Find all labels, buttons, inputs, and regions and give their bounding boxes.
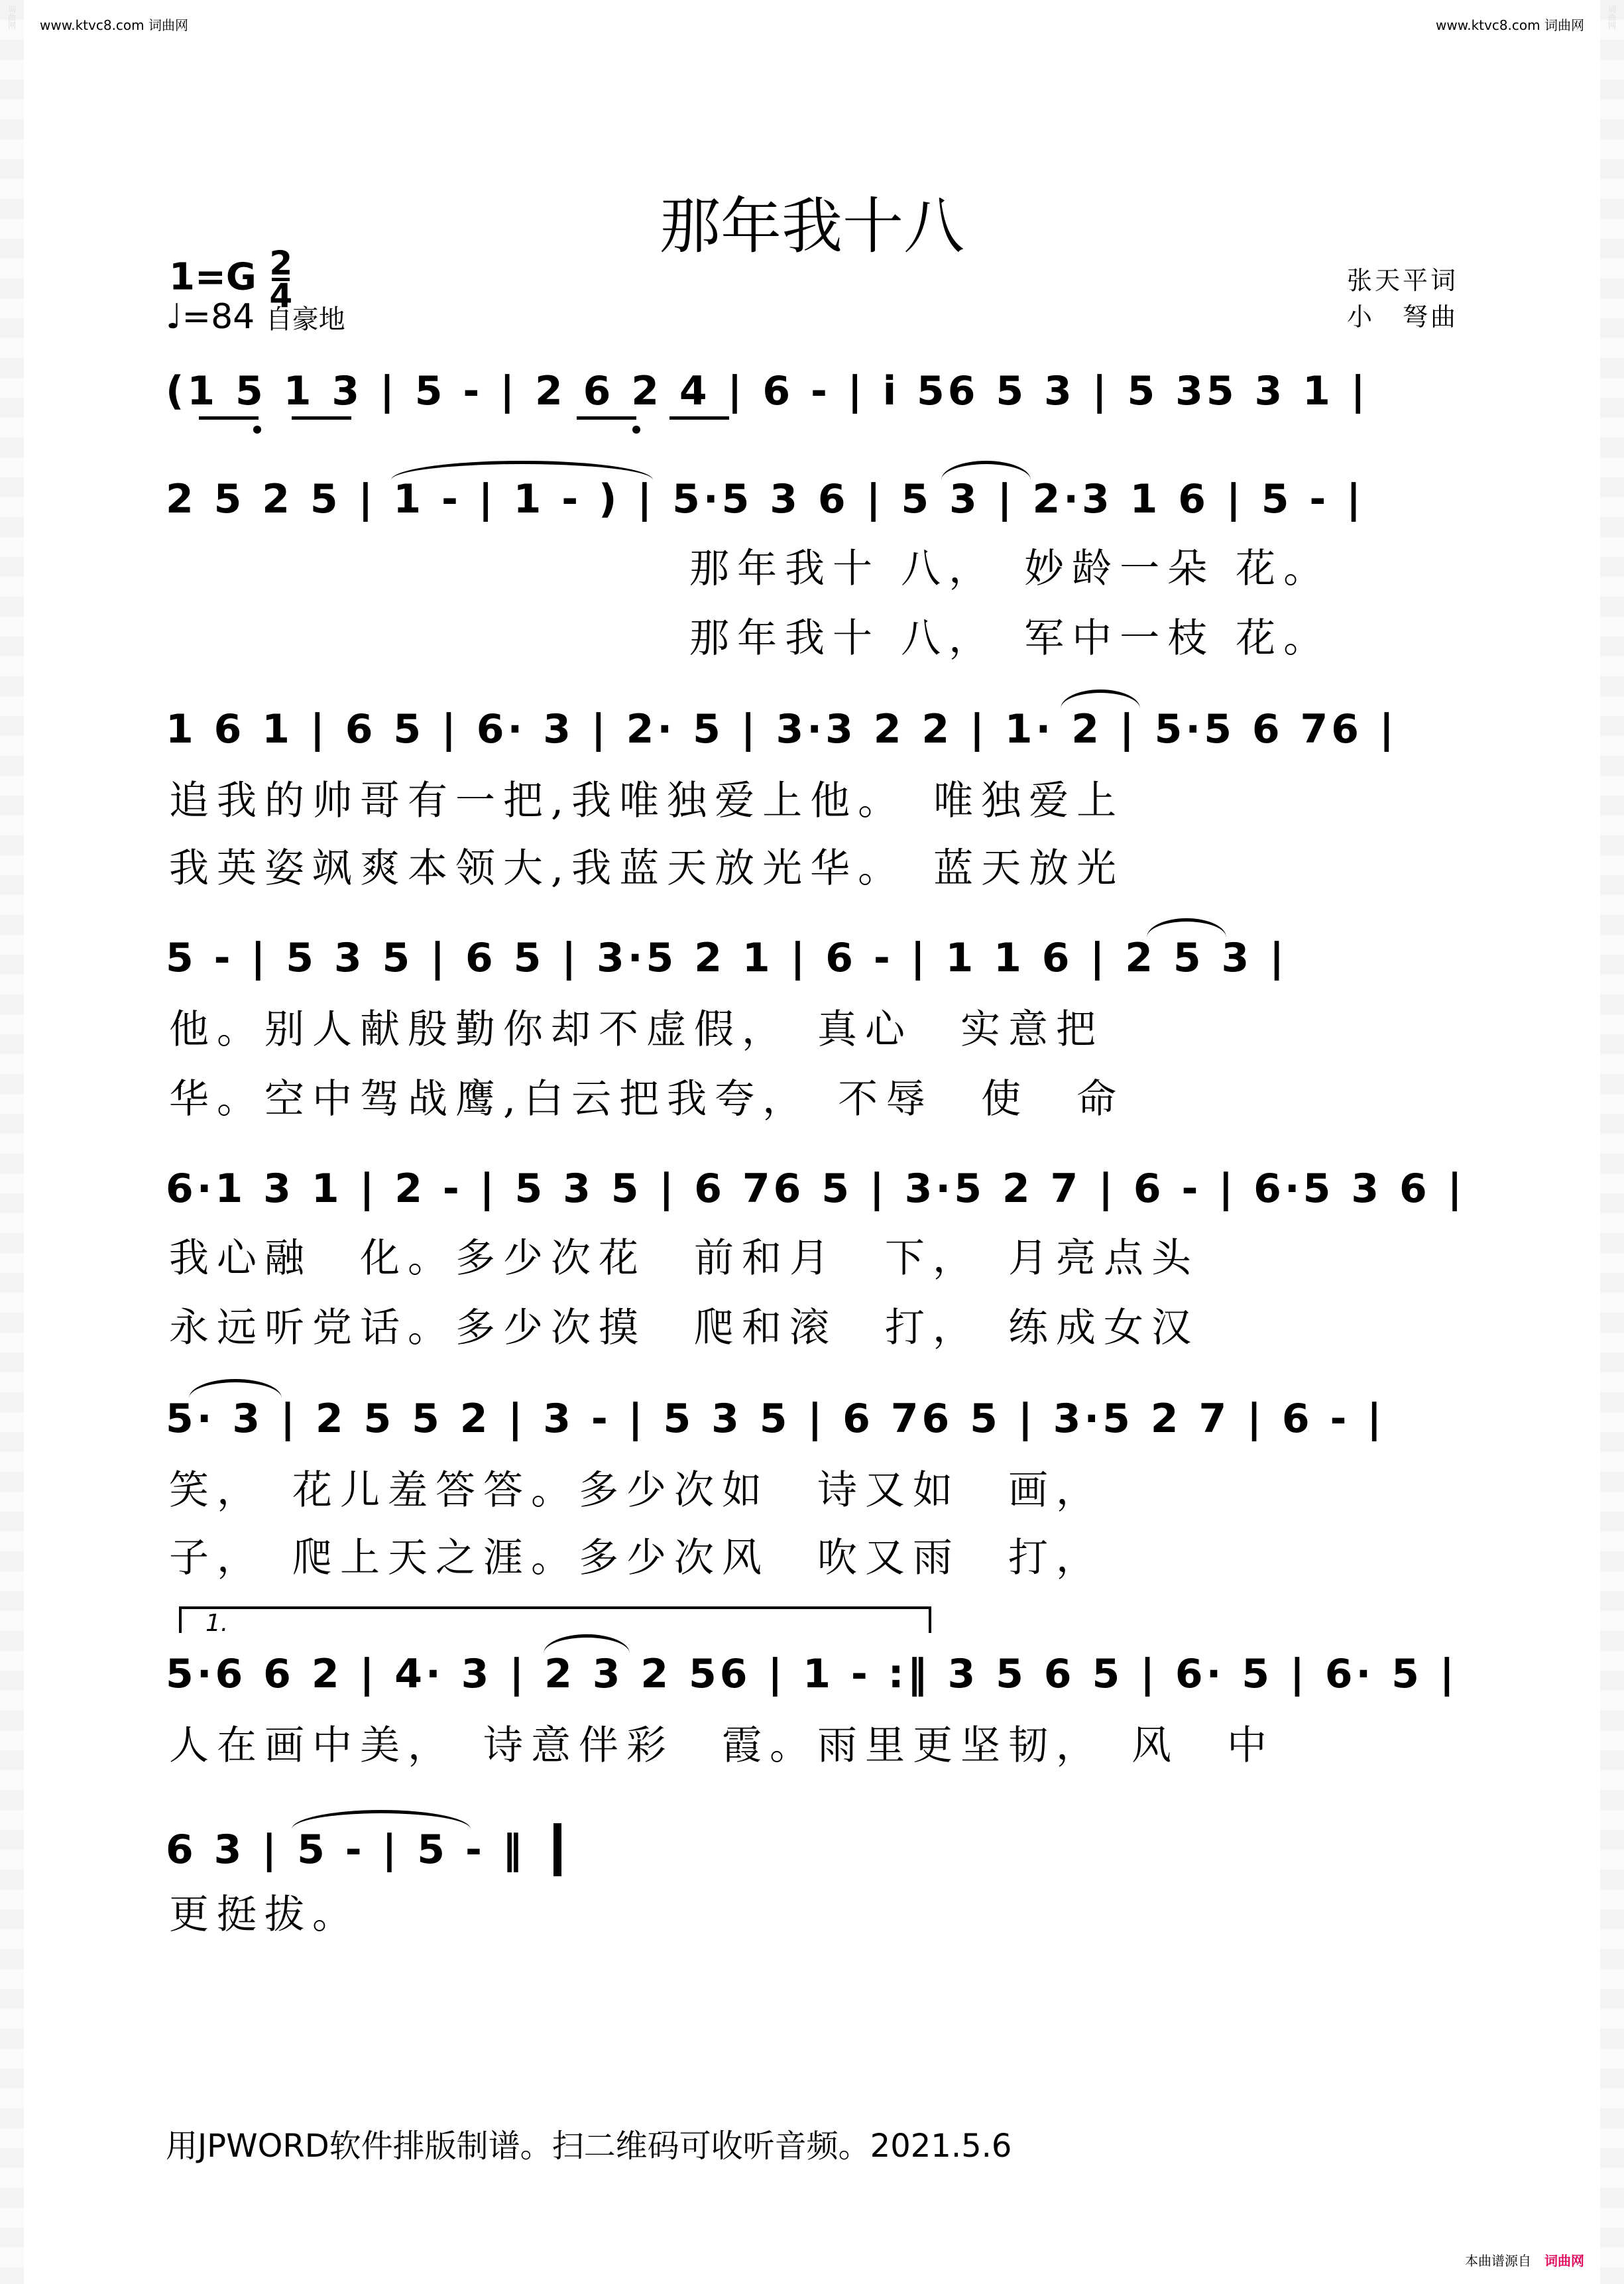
lyric-l6-v1: 笑， 花儿羞答答。多少次如 诗又如 画， xyxy=(169,1467,1104,1514)
notation-line-4: 5 - | 5 3 5 | 6 5 | 3·5 2 1 | 6 - | 1 1 6 | 2 5 3 | xyxy=(166,935,1288,981)
key-label: 1=G xyxy=(169,255,257,299)
lyric-l4-v1: 他。别人献殷勤你却不虚假， 真心 实意把 xyxy=(169,1006,1104,1053)
notation-line-7: 5·6 6 2 | 4· 3 | 2 3 2 56 | 1 - :‖ 3 5 6 5 | 6· 5 | 6· 5 | xyxy=(166,1651,1458,1697)
notation-line-6: 5· 3 | 2 5 5 2 | 3 - | 5 3 5 | 6 76 5 | 3·5 2 7 | 6 - | xyxy=(166,1396,1385,1442)
beam xyxy=(199,416,259,420)
volta-bracket xyxy=(179,1606,931,1609)
lyric-l4-v2: 华。空中驾战鹰,白云把我夸， 不辱 使 命 xyxy=(169,1076,1125,1122)
beam xyxy=(292,416,351,420)
time-signature: 2 4 xyxy=(269,244,293,315)
notation-line-8: 6 3 | 5 - | 5 - ‖ xyxy=(166,1827,526,1873)
low-octave-dot xyxy=(253,426,261,434)
song-title: 那年我十八 xyxy=(659,191,964,262)
bottom-source-label: 本曲谱源自 xyxy=(1465,2253,1531,2269)
top-right-site-label: www.ktvc8.com 词曲网 xyxy=(1435,17,1584,33)
tie xyxy=(1061,690,1140,709)
right-watermark-strip: 词曲网 xyxy=(1600,0,1624,2284)
tie xyxy=(941,461,1031,480)
volta-tick-left xyxy=(179,1606,182,1633)
tie xyxy=(544,1634,630,1653)
footer-note: 用JPWORD软件排版制谱。扫二维码可收听音频。2021.5.6 xyxy=(166,2128,1012,2165)
notation-line-3: 1 6 1 | 6 5 | 6· 3 | 2· 5 | 3·3 2 2 | 1· 2 | 5·5 6 76 | xyxy=(166,706,1397,752)
bottom-logo: 词曲网 xyxy=(1544,2253,1584,2269)
left-watermark-strip: 词曲网 xyxy=(0,0,24,2284)
final-barline xyxy=(553,1823,561,1876)
tempo-label: ♩=84 xyxy=(166,297,255,337)
top-left-site-label: www.ktvc8.com 词曲网 xyxy=(40,17,189,33)
lyric-l2-v2: 那年我十 八， 军中一枝 花。 xyxy=(689,615,1332,662)
lyric-l8-v1: 更挺拔。 xyxy=(169,1892,360,1938)
lyric-l5-v2: 永远听党话。多少次摸 爬和滚 打， 练成女汉 xyxy=(169,1305,1199,1351)
notation-line-5: 6·1 3 1 | 2 - | 5 3 5 | 6 76 5 | 3·5 2 7 | 6 - | 6·5 3 6 | xyxy=(166,1166,1466,1212)
notation-line-2: 2 5 2 5 | 1 - | 1 - ) | 5·5 3 6 | 5 3 | 2·3 1 6 | 5 - | xyxy=(166,476,1365,522)
tie xyxy=(1147,918,1226,937)
beam xyxy=(577,416,636,420)
lyric-l2-v1: 那年我十 八， 妙龄一朵 花。 xyxy=(689,546,1332,592)
composer: 小 弩曲 xyxy=(1346,302,1458,331)
lyric-l7-v1: 人在画中美， 诗意伴彩 霞。雨里更坚韧， 风 中 xyxy=(169,1722,1275,1769)
lyric-l3-v2: 我英姿飒爽本领大,我蓝天放光华。 蓝天放光 xyxy=(169,845,1125,892)
lyricist: 张天平词 xyxy=(1346,266,1458,295)
tie xyxy=(189,1379,282,1398)
tempo-mark xyxy=(166,297,345,337)
low-octave-dot xyxy=(632,426,640,434)
tie xyxy=(292,1810,471,1829)
expression-label: 自豪地 xyxy=(265,304,345,335)
volta-tick-right xyxy=(929,1606,931,1633)
notation-line-1: (1 5 1 3 | 5 - | 2 6 2 4 | 6 - | i 56 5 3 | 5 35 3 1 | xyxy=(166,368,1369,414)
volta-label: 1. xyxy=(205,1610,229,1637)
beam xyxy=(669,416,729,420)
lyric-l3-v1: 追我的帅哥有一把,我唯独爱上他。 唯独爱上 xyxy=(169,778,1125,824)
lyric-l6-v2: 子， 爬上天之涯。多少次风 吹又雨 打， xyxy=(169,1535,1104,1581)
lyric-l5-v1: 我心融 化。多少次花 前和月 下， 月亮点头 xyxy=(169,1235,1199,1282)
tie xyxy=(391,461,653,480)
credits xyxy=(1347,260,1458,333)
